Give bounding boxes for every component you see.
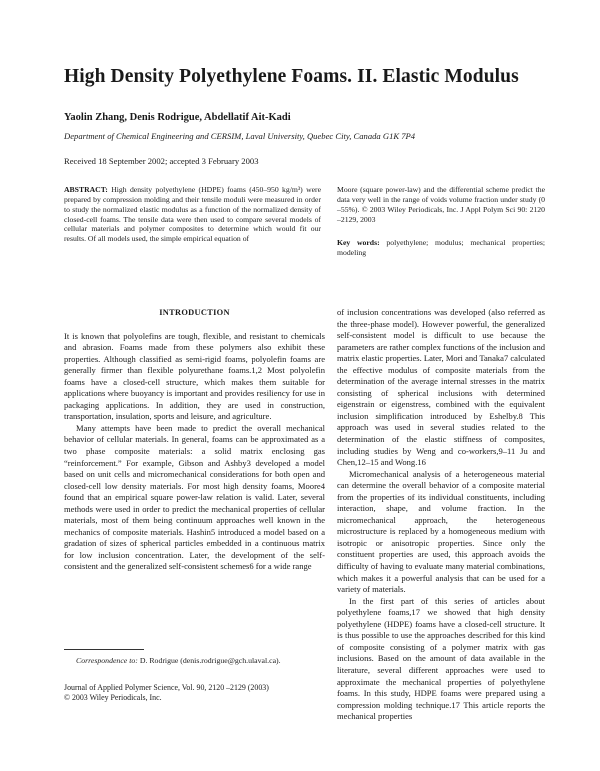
keywords-label: Key words: — [337, 238, 380, 248]
correspondence-note — [64, 656, 322, 666]
journal-line-1: Journal of Applied Polymer Science, Vol. 90, 2120 –2129 (2003) — [64, 683, 269, 692]
footnote-divider — [64, 649, 144, 650]
journal-line-2: © 2003 Wiley Periodicals, Inc. — [64, 693, 162, 702]
keywords-text: polyethylene; modulus; mechanical properties; modeling — [337, 238, 546, 258]
author-list: Yaolin Zhang, Denis Rodrigue, Abdellatif Ait-Kadi — [64, 112, 291, 123]
affiliation: Department of Chemical Engineering and CERSIM, Laval University, Quebec City, Canada G1K 7P4 — [64, 131, 416, 141]
abstract-right — [337, 185, 545, 258]
correspondence-label: Correspondence to: — [76, 656, 138, 665]
received-dates: Received 18 September 2002; accepted 3 February 2003 — [64, 156, 259, 166]
article-title: High Density Polyethylene Foams. II. Elastic Modulus — [64, 66, 519, 87]
abstract-text-left: High density polyethylene (HDPE) foams (450–950 kg/m³) were prepared by compression molding and their tensile moduli were measured in order to study the normalized elastic modulus as a function of the normalized density of closed-cell foams. The tensile data were then used to compare several models of cellular materials and polymer composites to determine which would fit our results. Of all models used, the simple empirical equation of — [64, 185, 322, 244]
abstract-label: ABSTRACT: — [64, 185, 108, 194]
paragraph-4: Micromechanical analysis of a heterogeneous material can determine the overall behavior of a composite material from the properties of its individual constituents, including interaction, shape, and volume fraction. In the micromechanical approach, the heterogeneous microstructure is replaced by a homogeneous medium with isotropic or anisotropic properties. Since only the constituent properties are used, this approach avoids the difficulty of having to evaluate many material combinations, which makes it a powerful analysis that can be used for a variety of materials. — [337, 468, 545, 595]
paragraph-3: of inclusion concentrations was developed (also referred as the three-phase model). However powerful, the generalized self-consistent model is difficult to use because the parameters are rather complex functions of the inclusion and matrix elastic properties. Later, Mori and Tanaka7 calculated the effective modulus of composite materials from the determination of the average internal stresses in the matrix consisting of spherical inclusions with determined eigenstrain or eigenstress, combined with the equivalent inclusion simplification introduced by Eshelby.8 This approach was used in several studies related to the determination of the elastic stiffness of composites, including studies by Weng and co-workers,9–11 Ju and Chen,12–15 and Wong.16 — [337, 307, 545, 468]
correspondence-text: D. Rodrigue (denis.rodrigue@gch.ulaval.ca). — [139, 656, 281, 665]
paragraph-1: It is known that polyolefins are tough, flexible, and resistant to chemicals and abrasion. Foams made from these polymers also exhibit these properties. Although classified as semi-rigid foams, polyolefin foams are generally firmer than flexible polyurethane foams.1,2 Most polyolefin foams have a closed-cell structure, which makes them suitable for applications where buoyancy is important and provides resiliency for use in packaging applications. In addition, they are used in construction, transportation, insulation, sports and leisure, and agriculture. — [64, 330, 325, 422]
keywords — [337, 238, 545, 258]
section-heading-introduction: INTRODUCTION — [159, 308, 230, 317]
abstract-left — [64, 185, 321, 244]
paragraph-5: In the first part of this series of articles about polyethylene foams,17 we showed that high density polyethylene (HDPE) foams have a closed-cell structure. It is thus possible to use the approaches described for this kind of composite consisting of a polymer matrix with gas inclusions. Based on the amount of data available in the literature, several different approaches were used to approximate the mechanical properties of polyethylene foams. In this study, HDPE foams were prepared using a compression molding technique.17 This article reports the mechanical properties — [337, 595, 545, 722]
body-column-right — [337, 307, 545, 723]
journal-citation — [64, 683, 326, 703]
paragraph-2: Many attempts have been made to predict the overall mechanical behavior of cellular materials. In general, foams can be approximated as a two phase composite materials: a solid matrix enclosing gas “reinforcement.” For example, Gibson and Ashby3 developed a model based on unit cells and micromechanical considerations for both open and closed-cell low density materials. For most high density foams, Moore4 found that an empirical square power-law relation is valid. Later, several methods were used in order to predict the mechanical properties of cellular materials, most of them being continuum approaches well known in the mechanics of composite materials. Hashin5 introduced a model based on a gradation of sizes of spherical particles embedded in a continuous matrix for low inclusion concentration. Later, the development of the self-consistent and the generalized self-consistent schemes6 for a wide range — [64, 422, 325, 572]
abstract-text-right: Moore (square power-law) and the differential scheme predict the data very well in the range of voids volume fraction under study (0 –55%). © 2003 Wiley Periodicals, Inc. J Appl Polym Sci 90: 2120 –2129, 2003 — [337, 185, 545, 224]
body-column-left — [64, 307, 325, 573]
